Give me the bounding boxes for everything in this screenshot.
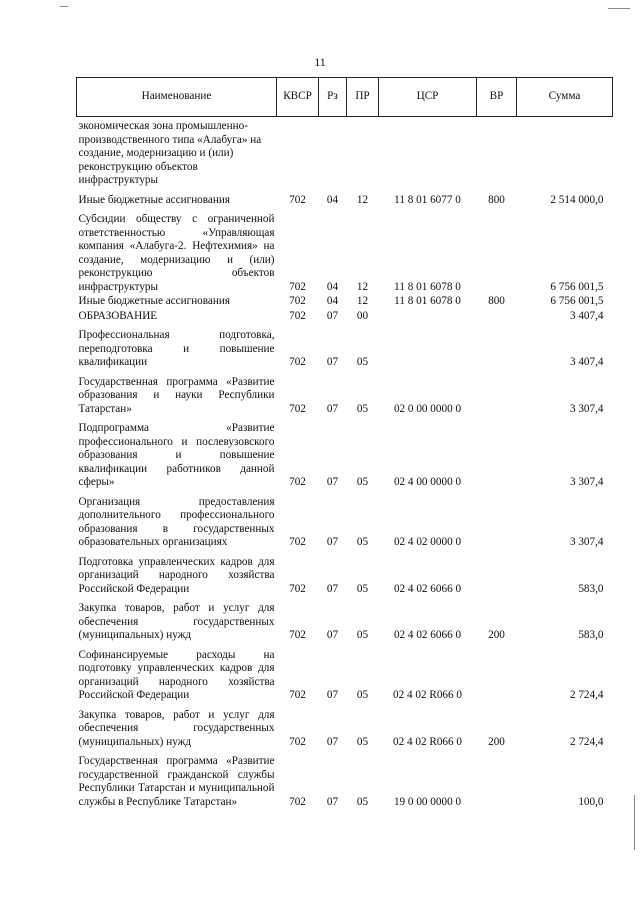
header-vr: ВР <box>477 78 517 117</box>
row-sum: 2 724,4 <box>569 735 604 748</box>
row-kvsr: 702 <box>289 356 306 368</box>
row-kvsr: 702 <box>289 795 306 808</box>
row-kvsr: 702 <box>289 193 306 206</box>
header-sum: Сумма <box>517 78 613 117</box>
table-row <box>77 490 613 550</box>
row-pr: 05 <box>356 795 369 808</box>
row-pr: 12 <box>356 280 369 293</box>
row-rz: 07 <box>326 689 339 701</box>
row-vr: 800 <box>488 193 505 206</box>
scan-mark-top-right <box>608 8 630 9</box>
row-csr: 02 4 02 R066 0 <box>393 689 462 701</box>
row-sum: 100,0 <box>578 795 604 808</box>
row-pr: 00 <box>356 309 369 322</box>
table-row <box>77 749 613 809</box>
row-rz: 04 <box>326 280 339 293</box>
row-pr <box>347 117 379 188</box>
row-name: Подготовка управленческих кадров для организаций народного хозяйства Российской Федерации <box>78 555 275 595</box>
row-pr: 05 <box>356 689 369 701</box>
row-sum: 583,0 <box>578 582 604 595</box>
table-row <box>77 117 613 188</box>
row-pr: 05 <box>356 536 369 548</box>
budget-table <box>76 77 613 809</box>
row-sum: 3 307,4 <box>569 476 604 488</box>
row-sum: 2 514 000,0 <box>550 193 604 206</box>
header-kvsr: КВСР <box>277 78 319 117</box>
row-pr: 05 <box>356 735 369 748</box>
table-row <box>77 416 613 490</box>
row-pr: 05 <box>356 356 369 368</box>
table-header-row <box>77 78 613 117</box>
row-rz: 07 <box>326 582 339 595</box>
row-sum: 3 407,4 <box>569 356 604 368</box>
row-name: экономическая зона промышленно-производственного типа «Алабуга» на создание, модернизацию и (или) реконструкцию объектов инфраструктуры <box>78 120 262 186</box>
row-name: Государственная программа «Развитие образования и науки Республики Татарстан» <box>78 375 275 415</box>
table-row <box>77 596 613 643</box>
row-csr: 02 4 02 6066 0 <box>393 629 462 641</box>
row-rz: 07 <box>326 476 339 488</box>
row-rz: 07 <box>326 536 339 548</box>
row-kvsr: 702 <box>289 476 306 488</box>
row-vr <box>477 490 517 550</box>
row-kvsr <box>277 117 319 188</box>
row-name: ОБРАЗОВАНИЕ <box>78 309 158 322</box>
row-sum: 6 756 001,5 <box>550 280 604 293</box>
table-row <box>77 207 613 294</box>
row-kvsr: 702 <box>289 402 306 415</box>
header-csr: ЦСР <box>379 78 477 117</box>
row-csr: 02 4 02 0000 0 <box>393 536 462 548</box>
row-csr: 02 0 00 0000 0 <box>393 402 462 415</box>
row-rz: 07 <box>326 356 339 368</box>
row-sum <box>517 117 613 188</box>
row-pr: 05 <box>356 582 369 595</box>
row-rz: 07 <box>326 629 339 641</box>
row-vr: 200 <box>488 735 505 748</box>
row-sum: 583,0 <box>578 629 604 641</box>
row-csr <box>379 309 477 324</box>
header-pr: ПР <box>347 78 379 117</box>
table-row <box>77 309 613 324</box>
row-name: Софинансируемые расходы на подготовку управленческих кадров для организаций народного хозяйства Российской Федерации <box>78 648 275 701</box>
row-rz <box>319 117 347 188</box>
row-sum: 3 307,4 <box>569 536 604 548</box>
row-name: Субсидии обществу с ограниченной ответственностью «Управляющая компания «Алабуга-2. Нефтехимия» на создание, модернизацию и (или) реконструкцию объектов инфраструктуры <box>78 213 275 293</box>
table-row <box>77 188 613 208</box>
row-csr <box>379 117 477 188</box>
header-rz: Рз <box>319 78 347 117</box>
row-name: Закупка товаров, работ и услуг для обеспечения государственных (муниципальных) нужд <box>78 708 275 748</box>
row-rz: 04 <box>326 295 339 307</box>
row-name: Государственная программа «Развитие государственной гражданской службы Республики Татарстан и муниципальной службы в Республике Татарстан» <box>78 755 275 808</box>
row-name: Организация предоставления дополнительного профессионального образования в государственных образовательных организациях <box>78 495 275 548</box>
row-pr: 05 <box>356 476 369 488</box>
row-kvsr: 702 <box>289 309 306 322</box>
row-csr: 19 0 00 0000 0 <box>393 795 462 808</box>
scan-mark-top-left <box>60 6 68 7</box>
row-vr: 800 <box>488 295 505 307</box>
table-row <box>77 323 613 370</box>
row-sum: 3 307,4 <box>569 402 604 415</box>
row-sum: 3 407,4 <box>569 309 604 322</box>
row-name: Иные бюджетные ассигнования <box>78 295 230 307</box>
header-name: Наименование <box>77 78 277 117</box>
table-row <box>77 370 613 417</box>
row-pr: 12 <box>356 193 369 206</box>
row-kvsr: 702 <box>289 689 306 701</box>
row-sum: 6 756 001,5 <box>550 295 604 307</box>
row-vr <box>477 416 517 490</box>
table-row <box>77 550 613 597</box>
row-vr <box>477 643 517 703</box>
row-name: Иные бюджетные ассигнования <box>78 193 230 206</box>
row-vr <box>477 117 517 188</box>
row-sum: 2 724,4 <box>569 689 604 701</box>
row-name: Закупка товаров, работ и услуг для обеспечения государственных (муниципальных) нужд <box>78 602 275 641</box>
row-rz: 07 <box>326 402 339 415</box>
row-vr <box>477 207 517 294</box>
row-kvsr: 702 <box>289 295 306 307</box>
row-csr: 02 4 00 0000 0 <box>393 476 462 488</box>
row-name: Профессиональная подготовка, переподготовка и повышение квалификации <box>78 329 275 368</box>
row-kvsr: 702 <box>289 582 306 595</box>
row-vr: 200 <box>488 629 505 641</box>
scan-mark-right-edge <box>634 795 635 850</box>
row-pr: 05 <box>356 402 369 415</box>
row-csr: 02 4 02 R066 0 <box>393 735 462 748</box>
table-row <box>77 703 613 750</box>
row-rz: 04 <box>326 193 339 206</box>
row-csr: 11 8 01 6078 0 <box>394 280 461 293</box>
row-csr: 11 8 01 6078 0 <box>394 295 461 307</box>
row-vr <box>477 309 517 324</box>
row-vr <box>477 323 517 370</box>
row-kvsr: 702 <box>289 280 306 293</box>
page-number: 11 <box>314 55 326 69</box>
row-rz: 07 <box>326 795 339 808</box>
row-rz: 07 <box>326 309 339 322</box>
table-row <box>77 643 613 703</box>
row-vr <box>477 550 517 597</box>
row-kvsr: 702 <box>289 735 306 748</box>
row-csr <box>379 323 477 370</box>
row-rz: 07 <box>326 735 339 748</box>
row-pr: 12 <box>356 295 369 307</box>
row-vr <box>477 749 517 809</box>
row-pr: 05 <box>356 629 369 641</box>
table-row <box>77 294 613 309</box>
row-csr: 02 4 02 6066 0 <box>393 582 462 595</box>
row-name: Подпрограмма «Развитие профессионального и послевузовского образования и повышение квалификации работников данной сферы» <box>78 422 275 488</box>
row-kvsr: 702 <box>289 536 306 548</box>
row-csr: 11 8 01 6077 0 <box>394 193 461 206</box>
row-vr <box>477 370 517 417</box>
row-kvsr: 702 <box>289 629 306 641</box>
